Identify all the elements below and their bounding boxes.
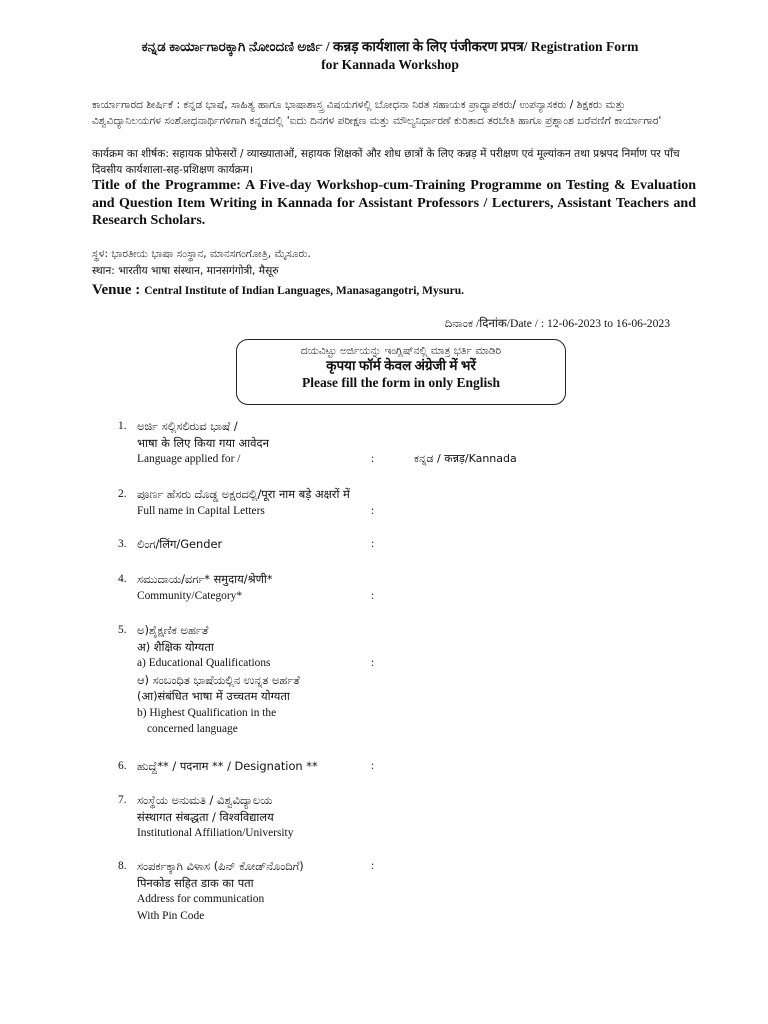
workshop-date: ದಿನಾಂಕ /दिनांक/Date / : 12-06-2023 to 16-06-2023 [444,317,670,330]
venue-kannada: ಸ್ಥಳ: ಭಾರತೀಯ ಭಾಷಾ ಸಂಸ್ಥಾನ, ಮಾನಸಗಂಗೋತ್ರಿ, ಮೈಸೂರು. [92,248,311,260]
field-number: 1. [118,420,127,432]
field-label-kannada-b: ಆ) ಸಂಬಂಧಿತ ಭಾಷೆಯಲ್ಲಿನ ಉನ್ನತ ಅರ್ಹತೆ [137,672,300,687]
notice-hindi: कृपया फॉर्म केवल अंग्रेजी में भरें [326,358,476,373]
field-label-english-b: b) Highest Qualification in the [137,706,277,719]
field-label-english: Community/Category* [137,589,243,602]
field-qualifications [118,622,678,738]
field-number: 4. [118,573,127,585]
field-number: 6. [118,760,127,772]
language-value[interactable]: ಕನ್ನಡ / कन्नड़/Kannada [414,452,517,465]
field-label-kannada: ಸಂಸ್ಥೆಯ ಅನುಮತಿ / ವಿಶ್ವವಿದ್ಯಾಲಯ [137,793,273,807]
field-label-english-cont: With Pin Code [137,909,205,922]
field-designation [118,758,678,775]
field-label-kannada-hindi: ಪೂರ್ಣ ಹೆಸರು ದೊಡ್ಡ ಅಕ್ಷರದಲ್ಲಿ/पूरा नाम बड़े अक्षरों में [137,487,350,501]
notice-english: Please fill the form in only English [301,375,500,390]
field-label-english-b-cont: concerned language [147,723,238,735]
venue-label: Venue : [92,282,141,298]
venue-english-line [92,281,464,299]
programme-title-hindi: कार्यक्रम का शीर्षक: सहायक प्रोफेसरों / व्याख्याताओं, सहायक शिक्षकों और शोध छात्रों के लिए कन्नड़ में परीक्षण एवं मूल्यांकन तथा प्रश्नपद निर्माण पर पाँच दिवसीय कार्यशाला-सह-प्रशिक्षण कार्यक्रम। [92,148,680,176]
field-label-kannada-a: ಅ)ಶೈಕ್ಷಣಿಕ ಅರ್ಹತೆ [137,623,209,637]
field-colon: : [371,860,375,872]
english-only-notice [236,339,566,405]
field-language [118,418,678,468]
field-number: 3. [118,538,127,550]
field-number: 2. [118,488,127,500]
field-label-english-a: a) Educational Qualifications [137,657,271,669]
field-gender [118,536,678,553]
venue-hindi: स्थान: भारतीय भाषा संस्थान, मानसगंगोत्री, मैसूरु [92,265,279,277]
venue-english: Central Institute of Indian Languages, Manasagangotri, Mysuru. [144,285,464,297]
field-label-english: Address for communication [137,893,265,905]
field-number: 5. [118,624,127,636]
field-label-hindi: संस्थागत संबद्धता / विश्वविद्यालय [137,809,274,824]
programme-title-english: Title of the Programme: A Five-day Workshop-cum-Training Programme on Testing & Evaluation and Question Item Writing in Kannada for Assistant Professors / Lecturers, Assistant Teachers and Research Scholars. [92,178,696,228]
field-colon: : [371,505,375,517]
field-label-kannada-hindi: ಸಮುದಾಯ/ವರ್ಗ* समुदाय/श्रेणी* [137,572,273,586]
field-affiliation [118,792,678,842]
field-label: ಹುದ್ದೆ** / पदनाम ** / Designation ** [137,759,318,773]
field-label-hindi-a: अ) शैक्षिक योग्यता [137,639,214,654]
field-label-hindi: पिनकोड सहित डाक का पता [137,875,254,890]
programme-title-kannada: ಕಾರ್ಯಾಗಾರದ ಶೀರ್ಷಿಕೆ : ಕನ್ನಡ ಭಾಷೆ, ಸಾಹಿತ್ಯ ಹಾಗೂ ಭಾಷಾಶಾಸ್ತ್ರ ವಿಷಯಗಳಲ್ಲಿ ಬೋಧನಾ ನಿರತ ಸಹಾಯಕ ಪ್ರಾಧ್ಯಾಪಕರು/ ಉಪನ್ಯಾಸಕರು / ಶಿಕ್ಷಕರು ಮತ್ತು ವಿಶ್ವವಿದ್ಯಾನಿಲಯಗಳ ಸಂಶೋಧನಾರ್ಥಿಗಳಿಗಾಗಿ ಕನ್ನಡದಲ್ಲಿ 'ಐದು ದಿನಗಳ ಪರೀಕ್ಷಣ ಮತ್ತು ಮೌಲ್ಯನಿರ್ಧಾರಣೆ ಕುರಿತಾದ ತರಬೇತಿ ಹಾಗೂ ಪ್ರಶ್ನಾಂಶ ಬರೆವಣಿಗೆ ಕಾರ್ಯಾಗಾರ' [92,99,662,127]
field-colon: : [371,590,375,602]
field-number: 7. [118,794,127,806]
form-title-line1: ಕನ್ನಡ ಕಾರ್ಯಾಗಾರಕ್ಕಾಗಿ ನೋಂದಣಿ ಅರ್ಜಿ / कन्नड़ कार्यशाला के लिए पंजीकरण प्रपत्र/ Registration Form [141,39,639,54]
field-colon: : [371,760,375,772]
field-number: 8. [118,860,127,872]
field-label-kannada: ಸಂಪರ್ಕಕ್ಕಾಗಿ ವಿಳಾಸ (ಪಿನ್ ಕೋಡ್‌ನೊಂದಿಗೆ) [137,859,304,873]
field-colon: : [371,657,375,669]
field-label: ಲಿಂಗ/लिंग/Gender [137,537,223,551]
field-label-english: Language applied for / [137,453,241,465]
field-address [118,858,678,924]
field-label-kannada: ಅರ್ಜಿ ಸಲ್ಲಿಸಲಿರುವ ಭಾಷೆ / [137,419,238,433]
field-label-english: Full name in Capital Letters [137,504,265,517]
form-title-line2: for Kannada Workshop [321,57,459,72]
field-full-name [118,486,678,519]
field-label-hindi: भाषा के लिए किया गया आवेदन [137,435,269,450]
field-colon: : [371,453,375,465]
form-title [60,38,720,74]
field-colon: : [371,538,375,550]
field-community [118,571,678,604]
notice-kannada: ದಯವಿಟ್ಟು ಅರ್ಜಿಯನ್ನು ಇಂಗ್ಲಿಷ್‌ನಲ್ಲಿ ಮಾತ್ರ ಭರ್ತಿ ಮಾಡಿರಿ [300,345,502,357]
field-label-hindi-b: (आ)संबंधित भाषा में उच्चतम योग्यता [137,689,290,703]
field-label-english: Institutional Affiliation/University [137,827,294,839]
